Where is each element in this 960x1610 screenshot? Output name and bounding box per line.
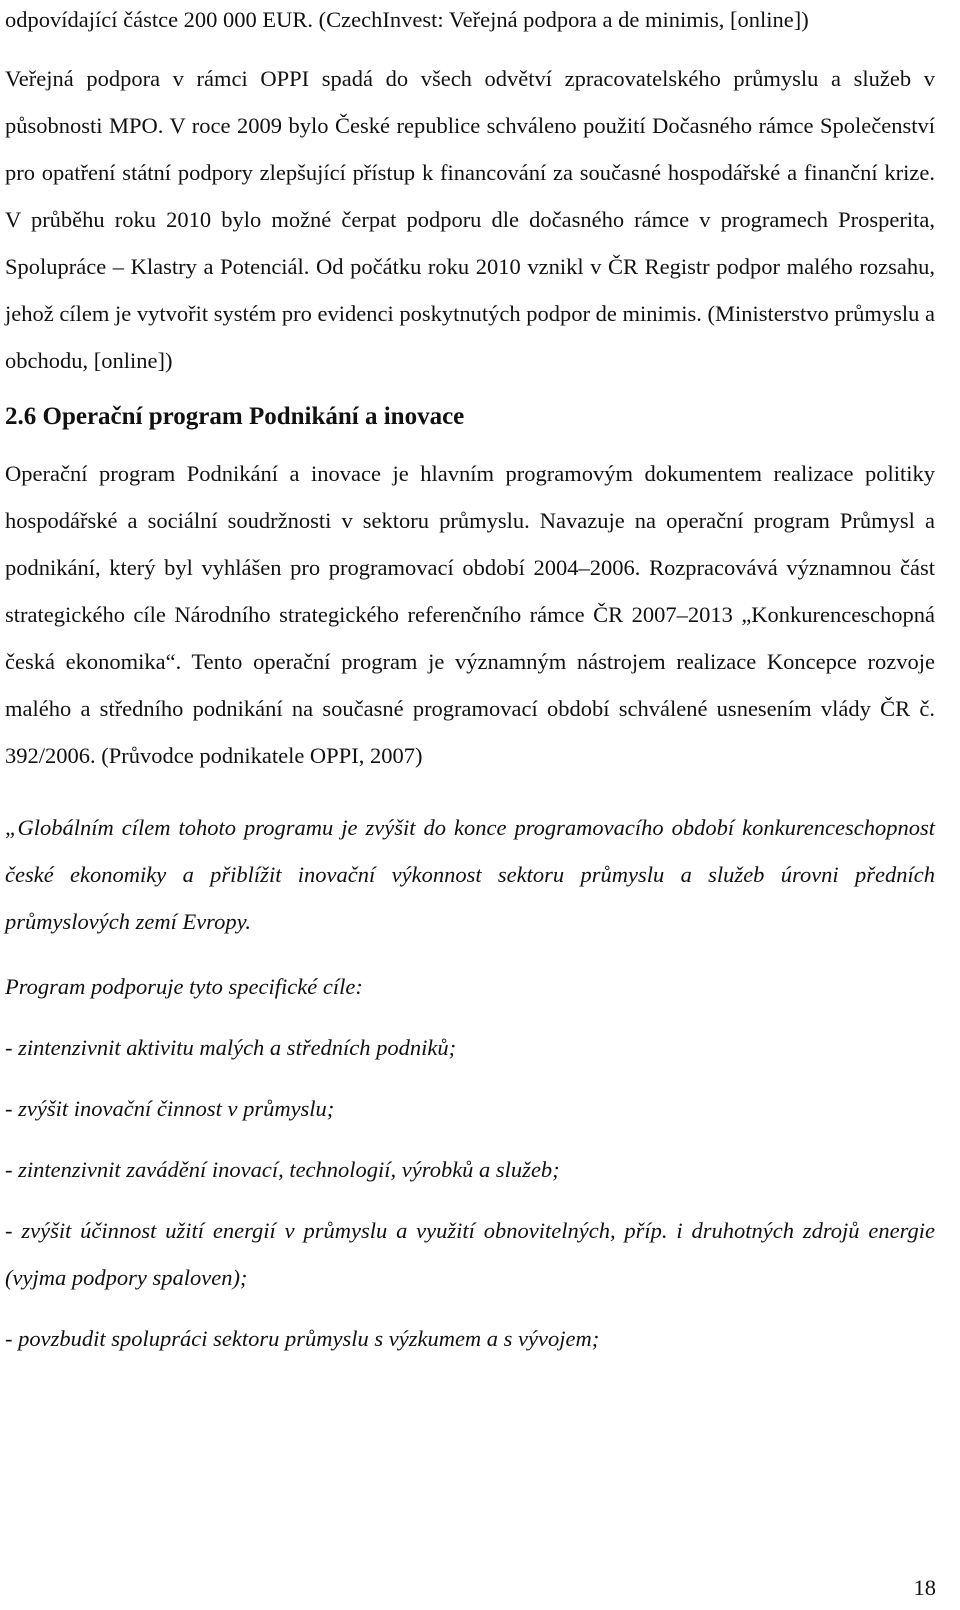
quote-global-goal: „Globálním cílem tohoto programu je zvýšit do konce programovacího období konkurenceschopnost české ekonomiky a přiblížit inovační výkonnost sektoru průmyslu a služeb úrovni předních průmyslových zemí Evropy. (5, 815, 935, 934)
list-item: - povzbudit spolupráci sektoru průmyslu s výzkumem a s vývojem; (5, 1326, 600, 1351)
section-heading: 2.6 Operační program Podnikání a inovace (5, 403, 465, 430)
page-number: 18 (913, 1575, 936, 1600)
list-intro: Program podporuje tyto specifické cíle: (5, 974, 363, 999)
paragraph-state-aid: Veřejná podpora v rámci OPPI spadá do všech odvětví zpracovatelského průmyslu a služeb v působnosti MPO. V roce 2009 bylo České republice schváleno použití Dočasného rámce Společenství pro opatření státní podpory zlepšující přístup k financování za současné hospodářské a finanční krize. V průběhu roku 2010 bylo možné čerpat podporu dle dočasného rámce v programech Prosperita, Spolupráce – Klastry a Potenciál. Od počátku roku 2010 vznikl v ČR Registr podpor malého rozsahu, jehož cílem je vytvořit systém pro evidenci poskytnutých podpor de minimis. (Ministerstvo průmyslu a obchodu, [online]) (5, 66, 935, 373)
paragraph-intro: odpovídající částce 200 000 EUR. (CzechInvest: Veřejná podpora a de minimis, [online]) (5, 7, 809, 32)
list-item: - zvýšit účinnost užití energií v průmyslu a využití obnovitelných, příp. i druhotných zdrojů energie (vyjma podpory spaloven); (5, 1218, 935, 1290)
list-item: - zintenzivnit aktivitu malých a středních podniků; (5, 1035, 457, 1060)
paragraph-oppi: Operační program Podnikání a inovace je hlavním programovým dokumentem realizace politiky hospodářské a sociální soudržnosti v sektoru průmyslu. Navazuje na operační program Průmysl a podnikání, který byl vyhlášen pro programovací období 2004–2006. Rozpracovává významnou část strategického cíle Národního strategického referenčního rámce ČR 2007–2013 „Konkurenceschopná česká ekonomika“. Tento operační program je významným nástrojem realizace Koncepce rozvoje malého a středního podnikání na současné programovací období schválené usnesením vlády ČR č. 392/2006. (Průvodce podnikatele OPPI, 2007) (5, 461, 935, 768)
list-item: - zvýšit inovační činnost v průmyslu; (5, 1096, 335, 1121)
list-item: - zintenzivnit zavádění inovací, technologií, výrobků a služeb; (5, 1157, 560, 1182)
document-page (5, 0, 935, 1362)
